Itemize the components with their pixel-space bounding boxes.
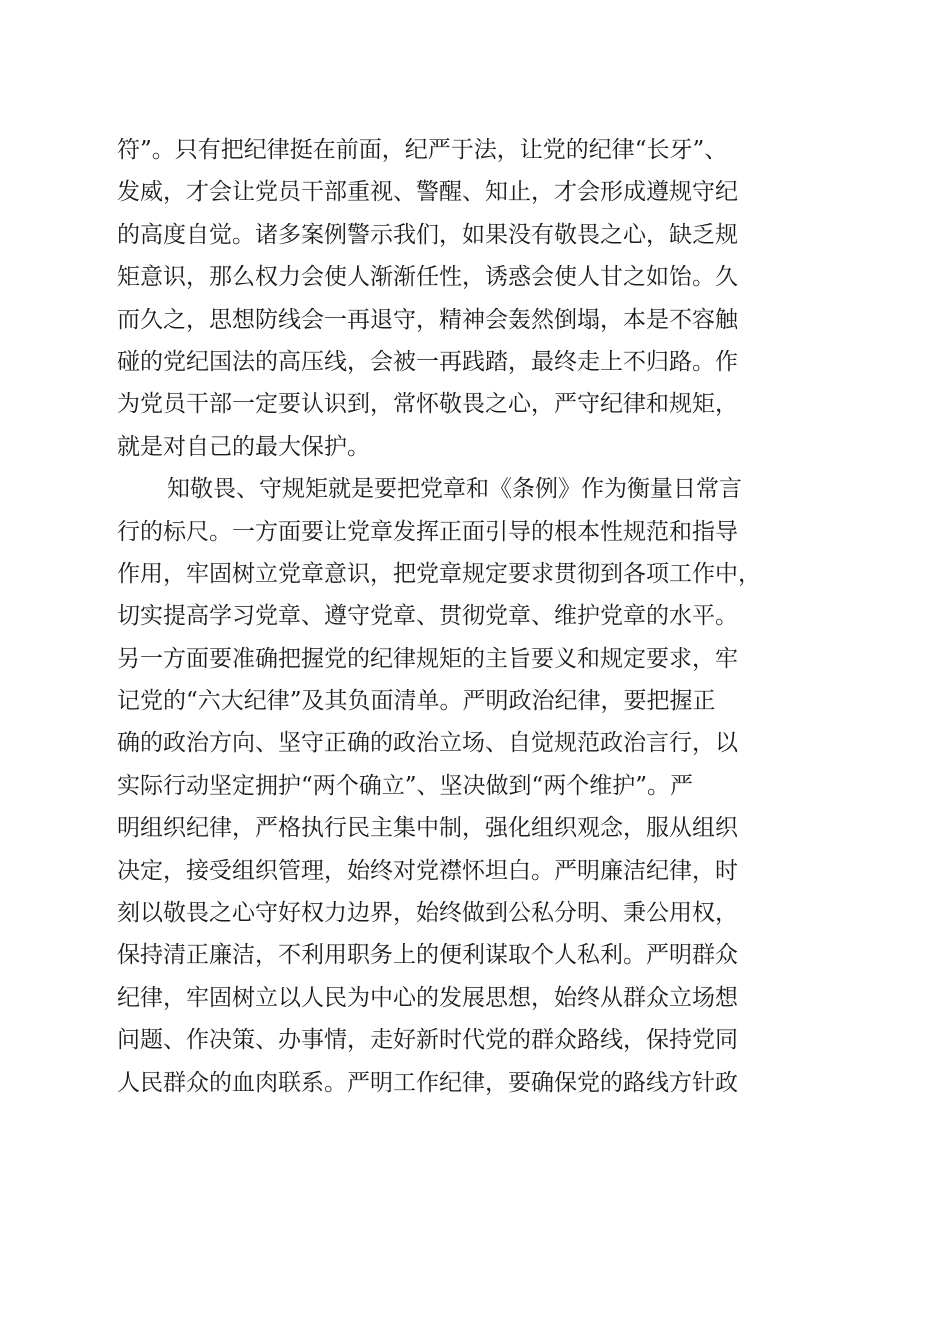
paragraph-line: 决定，接受组织管理，始终对党襟怀坦白。严明廉洁纪律，时 (117, 857, 738, 884)
paragraph-line: 实际行动坚定拥护“两个确立”、坚决做到“两个维护”。严 (117, 772, 694, 799)
paragraph-line: 碰的党纪国法的高压线，会被一再践踏，最终走上不归路。作 (117, 348, 738, 375)
paragraph-line: 符”。只有把纪律挺在前面，纪严于法，让党的纪律“长牙”、 (117, 137, 728, 163)
paragraph-line: 问题、作决策、办事情，走好新时代党的群众路线，保持党同 (117, 1027, 738, 1054)
paragraph-line: 发威，才会让党员干部重视、警醒、知止，才会形成遵规守纪 (117, 179, 738, 206)
paragraph-line: 保持清正廉洁，不利用职务上的便利谋取个人私利。严明群众 (117, 942, 738, 969)
paragraph-line: 刻以敬畏之心守好权力边界，始终做到公私分明、秉公用权， (117, 900, 738, 927)
paragraph-line: 记党的“六大纪律”及其负面清单。严明政治纪律，要把握正 (117, 688, 716, 715)
paragraph-line: 矩意识，那么权力会使人渐渐任性，诱惑会使人甘之如饴。久 (117, 264, 738, 291)
document-body (117, 129, 837, 1104)
paragraph-line: 人民群众的血肉联系。严明工作纪律，要确保党的路线方针政 (117, 1069, 738, 1096)
paragraph-line: 切实提高学习党章、遵守党章、贯彻党章、维护党章的水平。 (117, 603, 738, 630)
paragraph-line: 行的标尺。一方面要让党章发挥正面引导的根本性规范和指导 (117, 518, 738, 545)
paragraph-line: 纪律，牢固树立以人民为中心的发展思想，始终从群众立场想 (117, 984, 738, 1011)
paragraph-line: 为党员干部一定要认识到，常怀敬畏之心，严守纪律和规矩， (117, 391, 738, 418)
paragraph-line: 明组织纪律，严格执行民主集中制，强化组织观念，服从组织 (117, 815, 738, 842)
paragraph-2 (117, 468, 837, 1104)
paragraph-first-line: 知敬畏、守规矩就是要把党章和《条例》作为衡量日常言 (167, 476, 742, 503)
paragraph-line: 的高度自觉。诸多案例警示我们，如果没有敬畏之心，缺乏规 (117, 221, 738, 248)
paragraph-line: 作用，牢固树立党章意识，把党章规定要求贯彻到各项工作中， (117, 560, 761, 587)
paragraph-line: 而久之，思想防线会一再退守，精神会轰然倒塌，本是不容触 (117, 306, 738, 333)
paragraph-1 (117, 129, 837, 468)
paragraph-line: 就是对自己的最大保护。 (117, 433, 370, 460)
paragraph-line: 确的政治方向、坚守正确的政治立场、自觉规范政治言行，以 (117, 730, 738, 757)
paragraph-line: 另一方面要准确把握党的纪律规矩的主旨要义和规定要求，牢 (117, 645, 738, 672)
